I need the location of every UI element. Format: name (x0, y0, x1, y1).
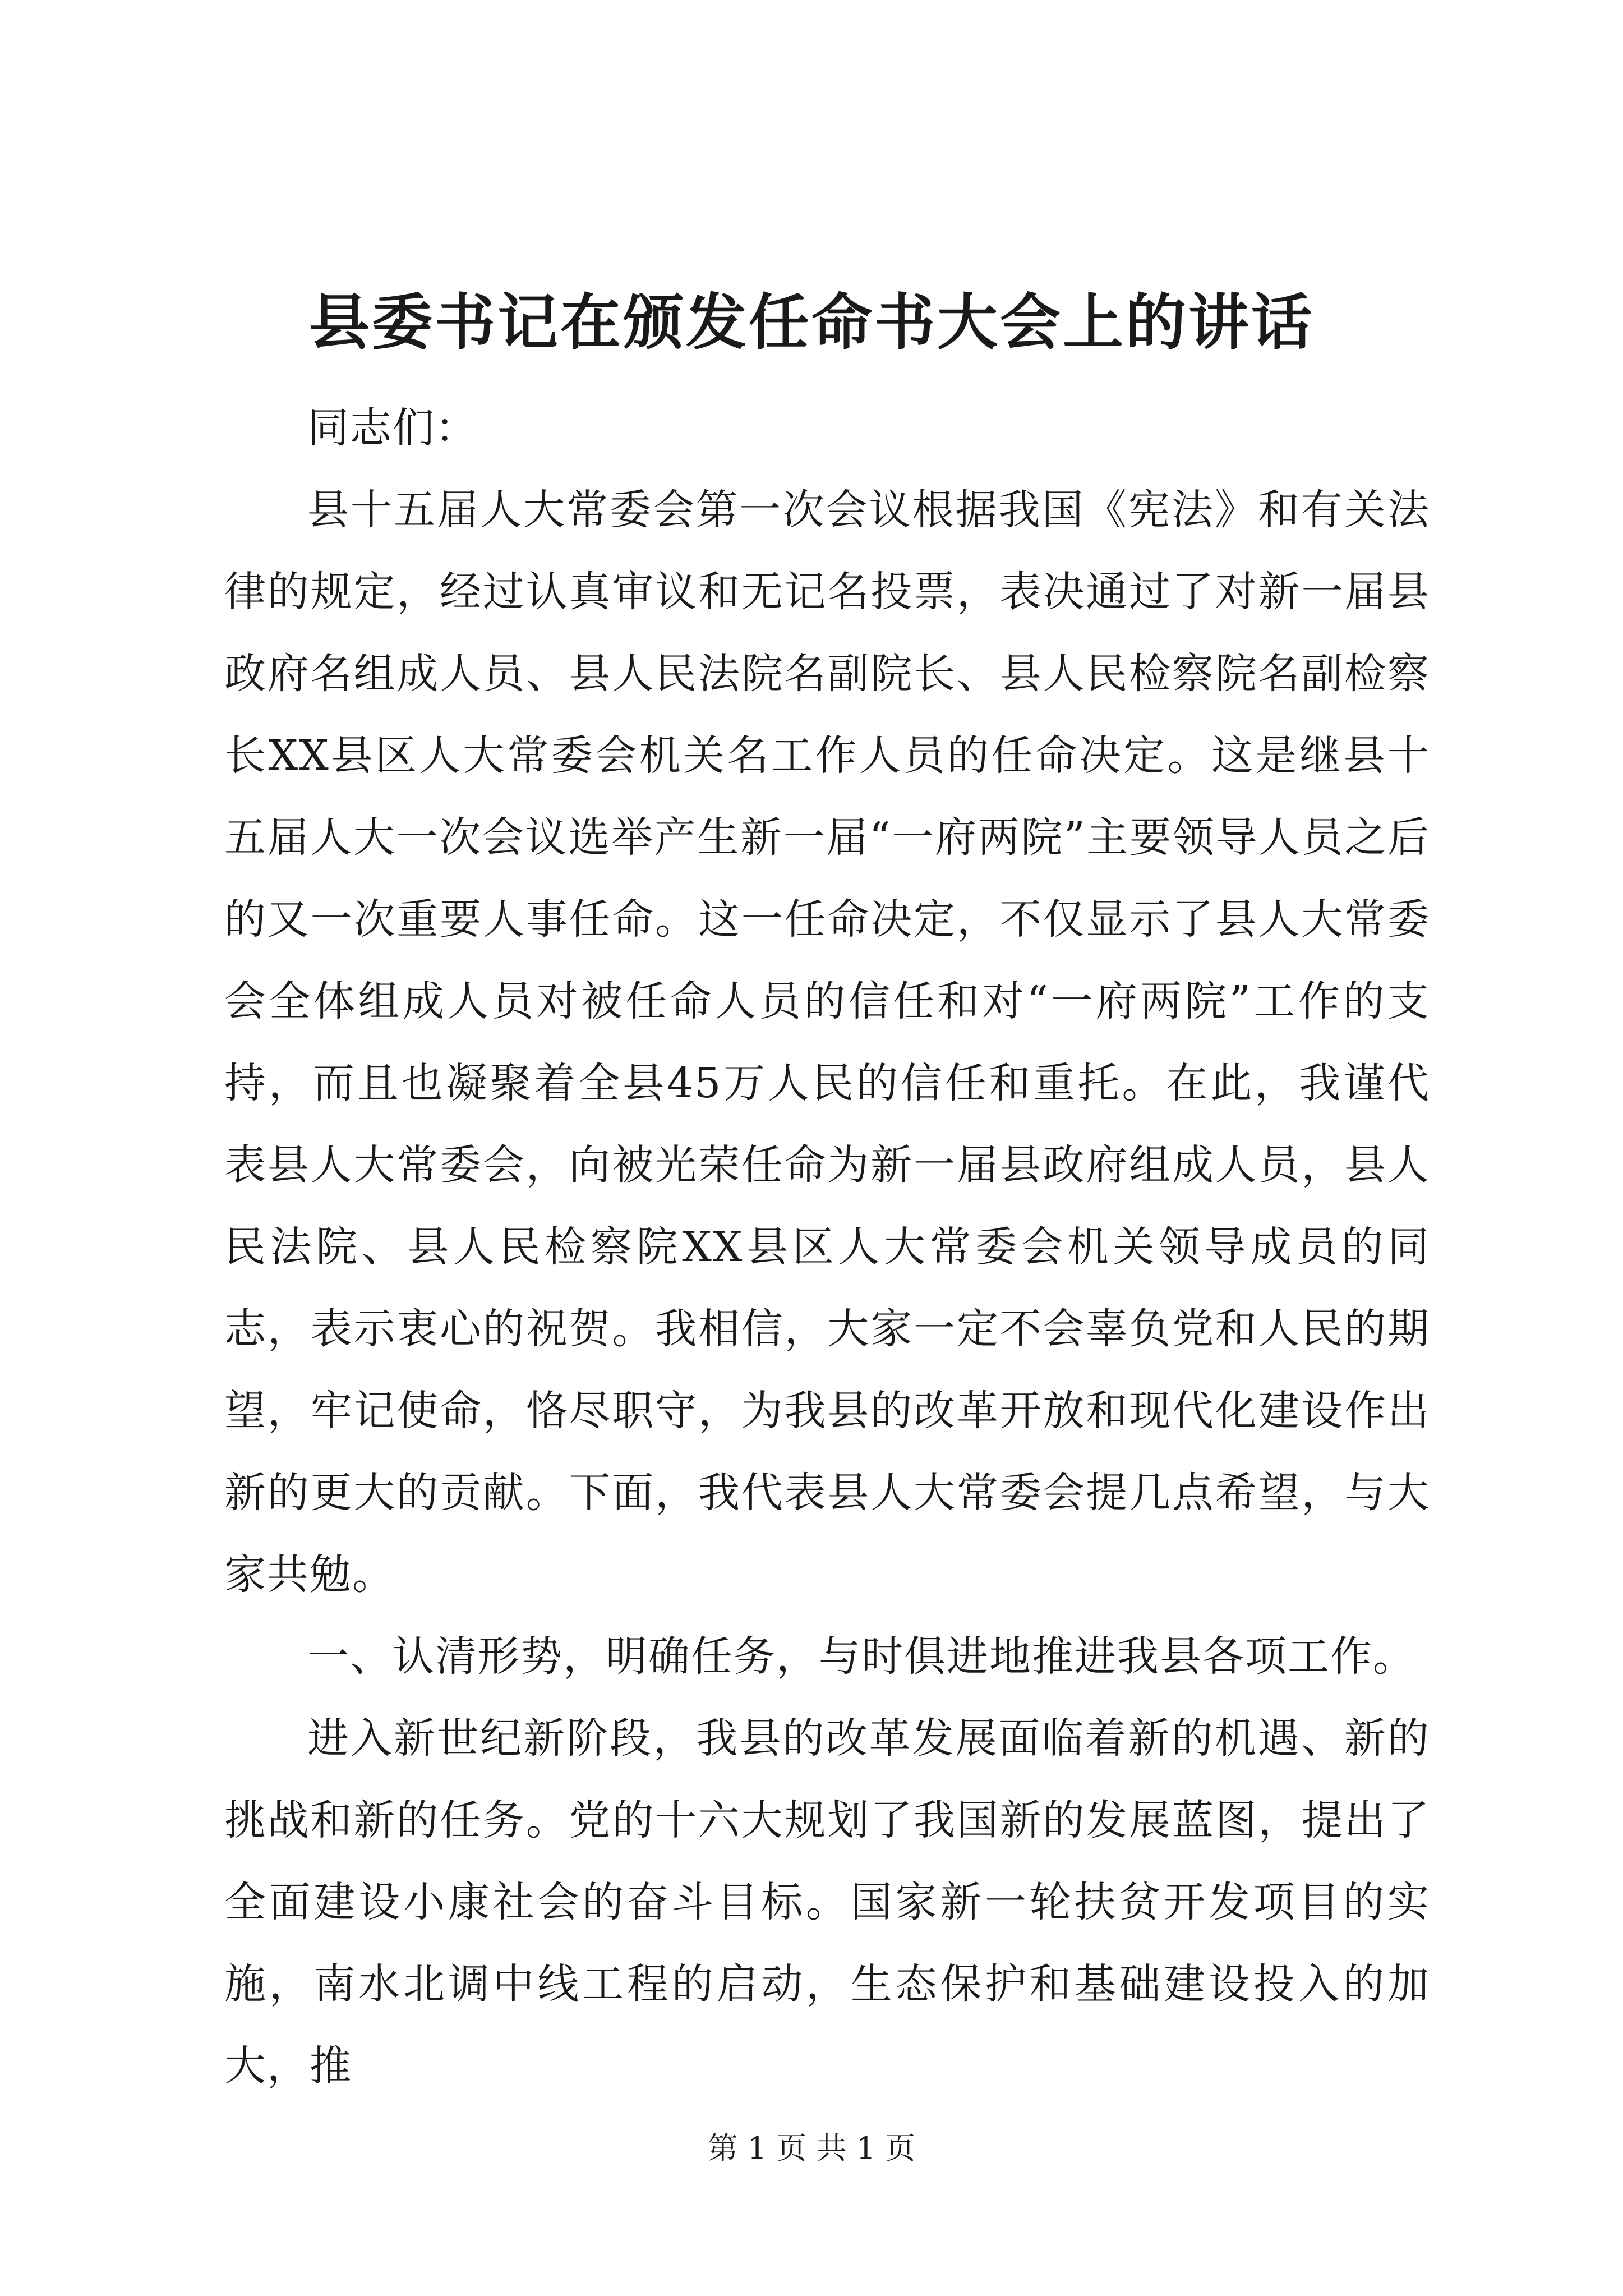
page-footer: 第 1 页 共 1 页 (707, 2131, 916, 2166)
paragraph: 进入新世纪新阶段，我县的改革发展面临着新的机遇、新的挑战和新的任务。党的十六大规划了我国新的发展蓝图，提出了全面建设小康社会的奋斗目标。国家新一轮扶贫开发项目的实施，南水北调中线工程的启动，生态保护和基础建设投入的加大，推 (224, 1714, 1430, 2090)
section-heading: 一、认清形势，明确任务，与时俱进地推进我县各项工作。 (307, 1632, 1415, 1681)
document-title: 县委书记在颁发任命书大会上的讲话 (308, 287, 1314, 358)
salutation: 同志们： (307, 404, 478, 452)
paragraph: 县十五届人大常委会第一次会议根据我国《宪法》和有关法律的规定，经过认真审议和无记名投票，表决通过了对新一届县政府名组成人员、县人民法院名副院长、县人民检察院名副检察长XX县区人大常委会机关名工作人员的任命决定。这是继县十五届人大一次会议选举产生新一届“一府两院”主要领导人员之后的又一次重要人事任命。这一任命决定，不仅显示了县人大常委会全体组成人员对被任命人员的信任和对“一府两院”工作的支持，而且也凝聚着全县45万人民的信任和重托。在此，我谨代表县人大常委会，向被光荣任命为新一届县政府组成人员，县人民法院、县人民检察院XX县区人大常委会机关领导成员的同志，表示衷心的祝贺。我相信，大家一定不会辜负党和人民的期望，牢记使命，恪尽职守，为我县的改革开放和现代化建设作出新的更大的贡献。下面，我代表县人大常委会提几点希望，与大家共勉。 (224, 486, 1430, 1599)
document-body (224, 387, 1430, 2107)
